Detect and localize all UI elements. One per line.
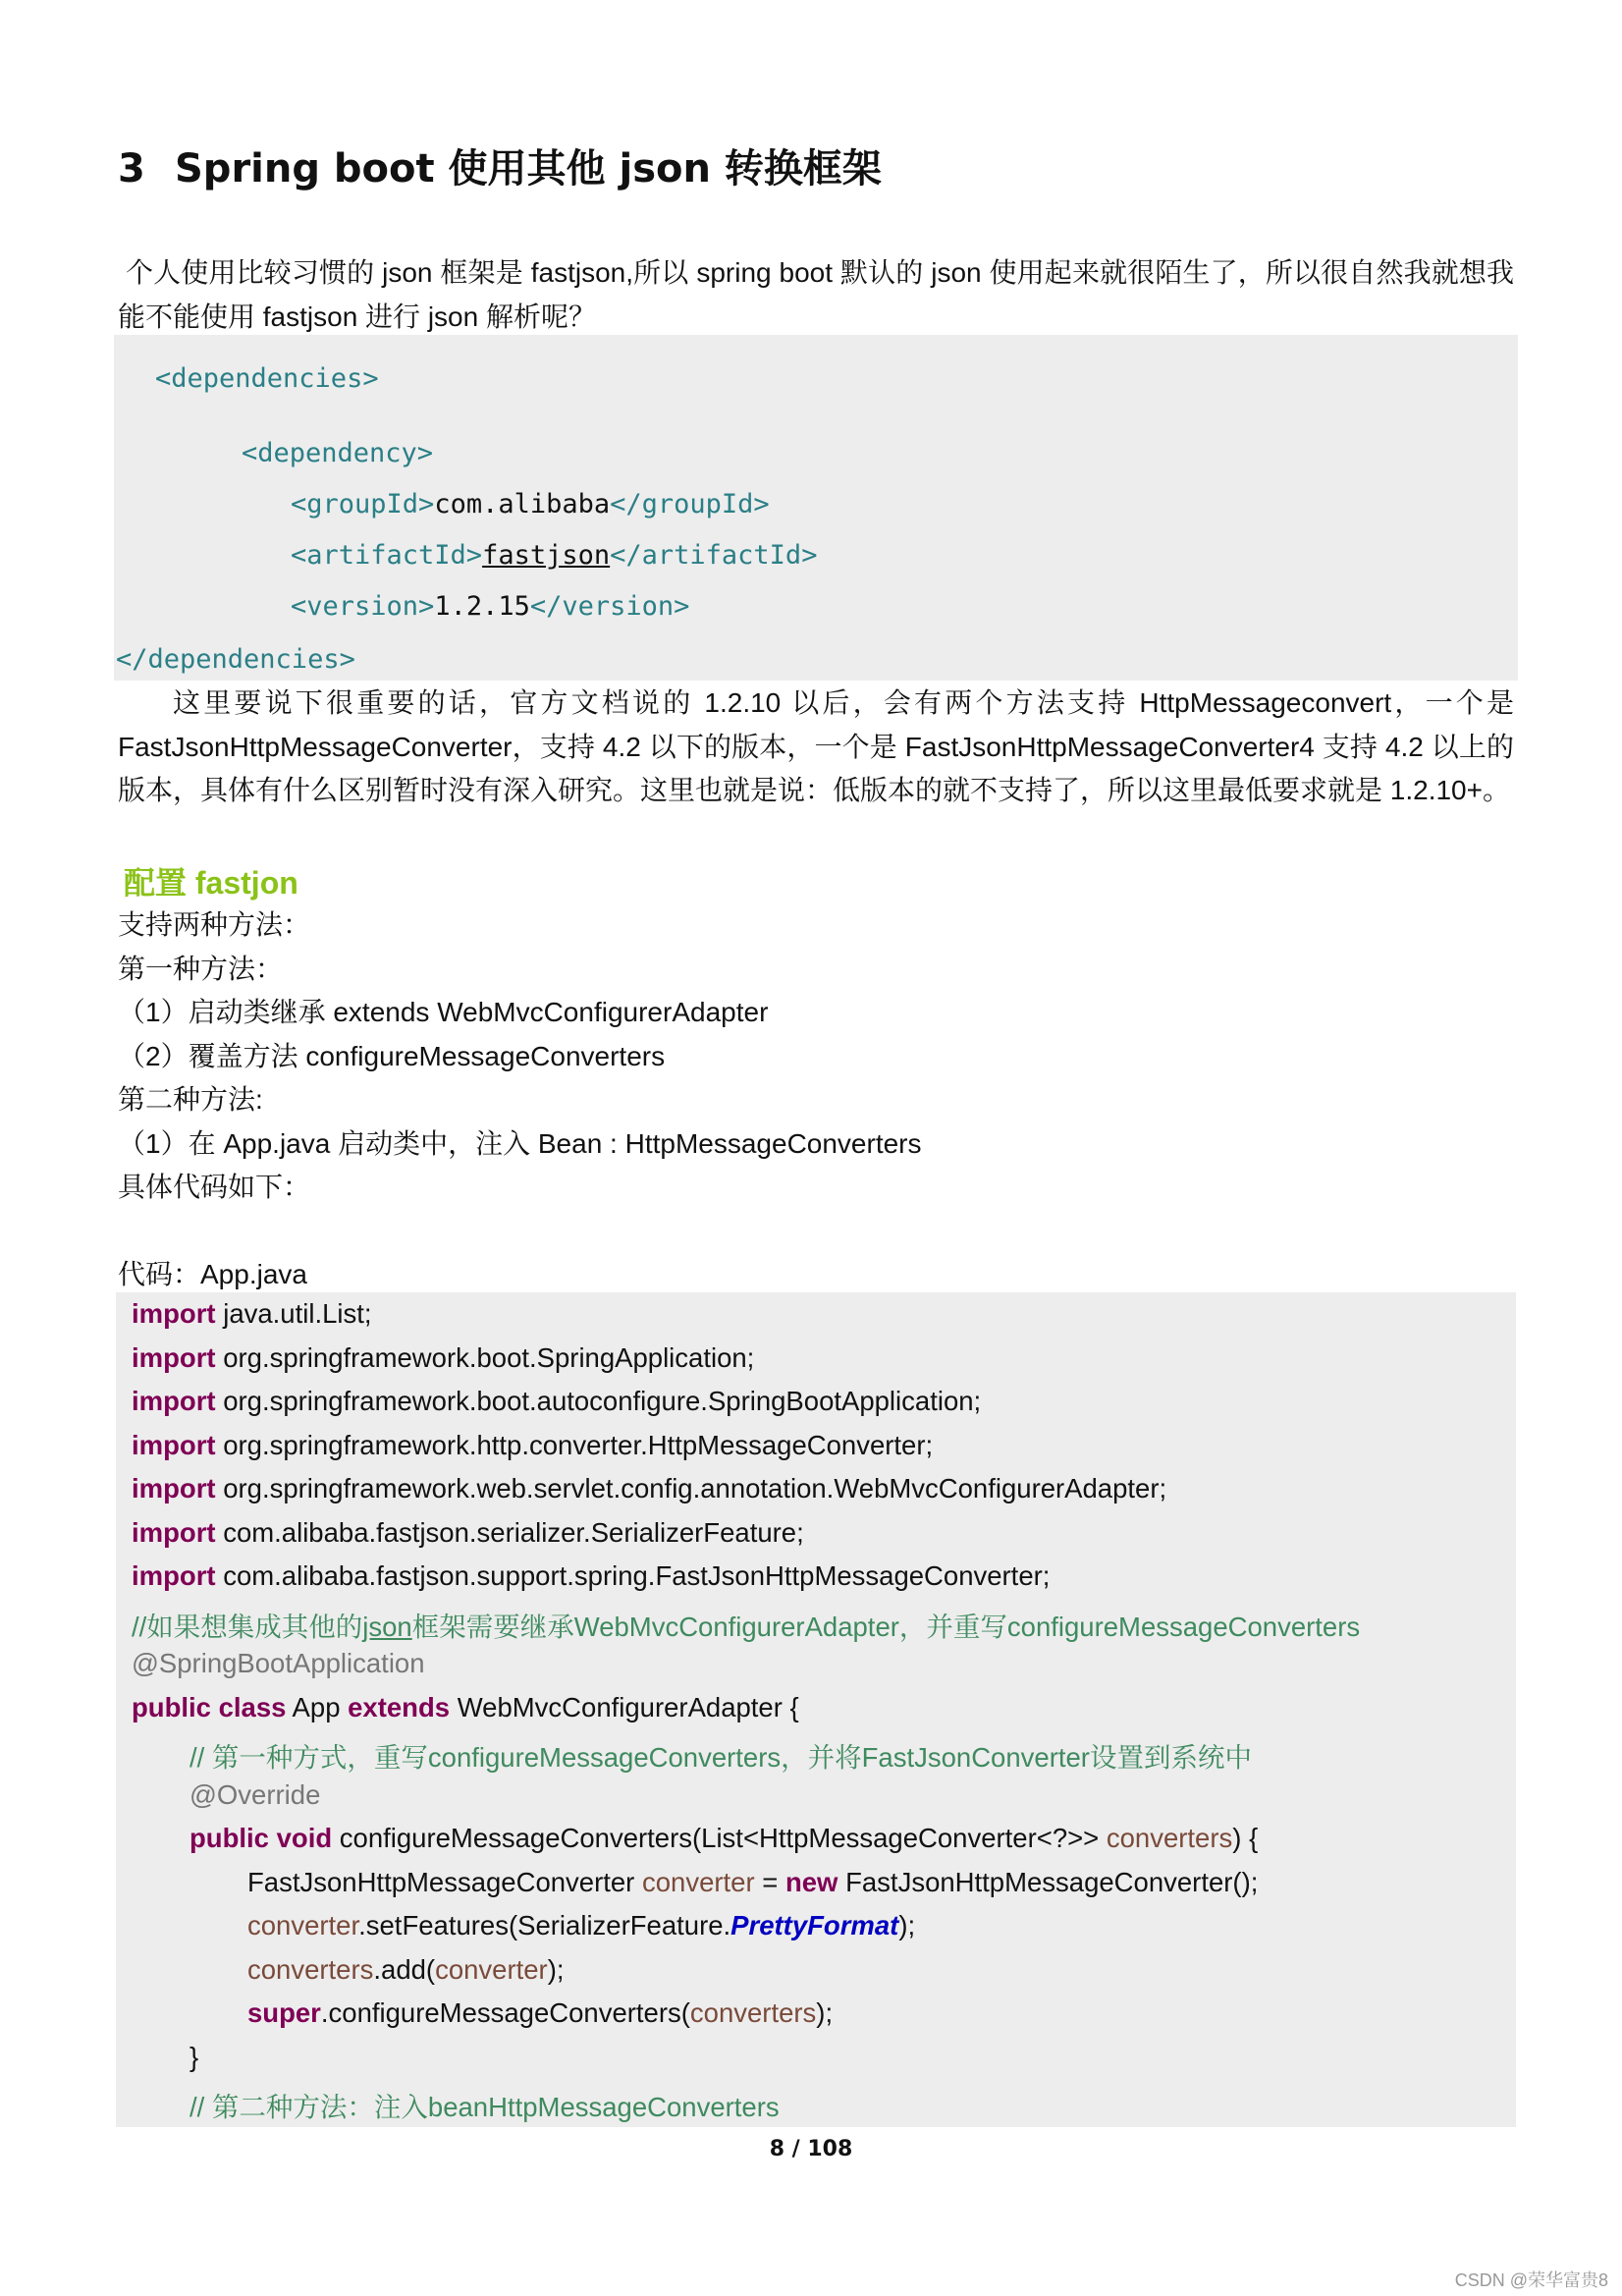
- code-line: [132, 1560, 1050, 1592]
- class-name: App: [286, 1692, 349, 1722]
- variable: converters: [689, 1997, 817, 2028]
- page-number: 8 / 108: [769, 2137, 853, 2161]
- text-line: （1）启动类继承 extends WebMvcConfigurerAdapter: [118, 997, 769, 1027]
- xml-tag: <groupId>: [291, 489, 435, 519]
- code-text: WebMvcConfigurerAdapter {: [450, 1692, 799, 1722]
- watermark: CSDN @荣华富贵8: [1454, 2270, 1608, 2290]
- import-path: com.alibaba.fastjson.support.spring.FastJsonHttpMessageConverter;: [223, 1560, 1051, 1591]
- code-comment: // 第一种方式，重写configureMessageConverters，并将FastJsonConverter设置到系统中: [189, 1742, 1252, 1773]
- xml-line: [291, 591, 689, 622]
- variable: converters: [1106, 1823, 1233, 1853]
- xml-tag: <artifactId>: [291, 540, 483, 571]
- code-text: =: [754, 1867, 785, 1897]
- text-line: 第二种方法:: [118, 1084, 263, 1115]
- keyword: import: [132, 1386, 216, 1416]
- code-annotation: @SpringBootApplication: [132, 1648, 425, 1678]
- code-line: [247, 1910, 915, 1941]
- code-annotation: @Override: [189, 1779, 321, 1810]
- code-line: [132, 1692, 799, 1723]
- xml-tag: <version>: [291, 591, 435, 622]
- keyword: import: [132, 1560, 216, 1591]
- xml-line: [242, 438, 433, 468]
- code-line: [247, 1954, 565, 1986]
- code-text: );: [547, 1954, 565, 1985]
- code-brace: }: [189, 2042, 199, 2072]
- comment-text: 框架需要继承WebMvcConfigurerAdapter，并重写configureMessageConverters: [411, 1612, 1361, 1642]
- keyword: public class: [132, 1692, 287, 1722]
- import-path: org.springframework.http.converter.HttpMessageConverter;: [223, 1430, 934, 1460]
- variable: converter: [247, 1910, 359, 1941]
- code-text: .configureMessageConverters(: [320, 1997, 690, 2028]
- keyword: import: [132, 1342, 216, 1373]
- code-text: configureMessageConverters(List<HttpMessageConverter<?>>: [332, 1823, 1107, 1853]
- import-path: org.springframework.boot.SpringApplication;: [223, 1342, 755, 1373]
- code-line: [132, 1298, 372, 1330]
- comment-text: json: [362, 1612, 412, 1642]
- code-text: .add(: [373, 1954, 436, 1985]
- xml-tag: </version>: [529, 591, 690, 622]
- xml-tag: </groupId>: [610, 489, 770, 519]
- code-text: ) {: [1232, 1823, 1259, 1853]
- xml-line: [116, 644, 355, 675]
- import-path: org.springframework.boot.autoconfigure.SpringBootApplication;: [223, 1386, 982, 1416]
- code-line: [132, 1473, 1166, 1504]
- intro-paragraph: 个人使用比较习惯的 json 框架是 fastjson,所以 spring boot 默认的 json 使用起来就很陌生了，所以很自然我就想我能不能使用 fastjson 进行 json 解析呢？: [118, 257, 1514, 332]
- text-line: 具体代码如下：: [118, 1172, 311, 1202]
- variable: converter: [435, 1954, 548, 1985]
- keyword: new: [784, 1867, 838, 1897]
- code-label: 代码：App.java: [118, 1259, 307, 1289]
- code-line: [247, 1997, 833, 2029]
- text-line: （1）在 App.java 启动类中，注入 Bean : HttpMessageConverters: [118, 1128, 922, 1159]
- code-line: [247, 1867, 1258, 1898]
- keyword: public void: [189, 1823, 333, 1853]
- xml-value: 1.2.15: [434, 591, 530, 622]
- code-line: [132, 1342, 754, 1374]
- keyword: extends: [348, 1692, 451, 1722]
- xml-tag: </artifactId>: [610, 540, 818, 571]
- xml-tag: </dependencies>: [116, 644, 355, 675]
- xml-value: com.alibaba: [434, 489, 611, 519]
- keyword: super: [247, 1997, 321, 2028]
- code-text: FastJsonHttpMessageConverter();: [838, 1867, 1259, 1897]
- static-field: PrettyFormat: [730, 1910, 899, 1941]
- import-path: java.util.List;: [223, 1298, 372, 1329]
- comment-text: //如果想集成其他的: [132, 1612, 363, 1642]
- code-line: [132, 1386, 981, 1417]
- code-text: FastJsonHttpMessageConverter: [247, 1867, 642, 1897]
- xml-value: fastjson: [482, 540, 611, 571]
- code-line: [132, 1430, 933, 1461]
- xml-tag: <dependencies>: [155, 363, 379, 394]
- section-title: Spring boot 使用其他 json 转换框架: [175, 146, 882, 191]
- code-line: [189, 1823, 1258, 1854]
- xml-line: [291, 489, 770, 519]
- code-line: [132, 1517, 804, 1549]
- xml-line: [291, 540, 817, 571]
- code-comment: [132, 1605, 1360, 1644]
- keyword: import: [132, 1473, 216, 1503]
- keyword: import: [132, 1430, 216, 1460]
- text-line: 支持两种方法：: [118, 909, 311, 940]
- config-heading: 配置 fastjon: [124, 865, 298, 901]
- import-path: org.springframework.web.servlet.config.annotation.WebMvcConfigurerAdapter;: [223, 1473, 1167, 1503]
- import-path: com.alibaba.fastjson.serializer.SerializerFeature;: [223, 1517, 804, 1548]
- code-text: );: [816, 1997, 834, 2028]
- xml-tag: <dependency>: [242, 438, 434, 468]
- text-line: 第一种方法：: [118, 954, 284, 984]
- section-heading: [118, 137, 882, 193]
- code-text: .setFeatures(SerializerFeature.: [358, 1910, 731, 1941]
- code-text: );: [898, 1910, 916, 1941]
- note-paragraph: 这里要说下很重要的话，官方文档说的 1.2.10 以后，会有两个方法支持 HttpMessageconvert，一个是 FastJsonHttpMessageConverter，支持 4.2 以下的版本，一个是 FastJsonHttpMessageConverter4 支持 4.2 以上的版本，具体有什么区别暂时没有深入研究。这里也就是说：低版本的就不支持了，所以这里最低要求就是 1.2.10+。: [118, 687, 1514, 805]
- section-number: 3: [118, 146, 145, 191]
- variable: converter: [641, 1867, 755, 1897]
- xml-line: [155, 363, 379, 394]
- text-line: （2）覆盖方法 configureMessageConverters: [118, 1041, 666, 1071]
- keyword: import: [132, 1517, 216, 1548]
- keyword: import: [132, 1298, 216, 1329]
- code-comment: // 第二种方法：注入beanHttpMessageConverters: [189, 2092, 780, 2122]
- variable: converters: [247, 1954, 374, 1985]
